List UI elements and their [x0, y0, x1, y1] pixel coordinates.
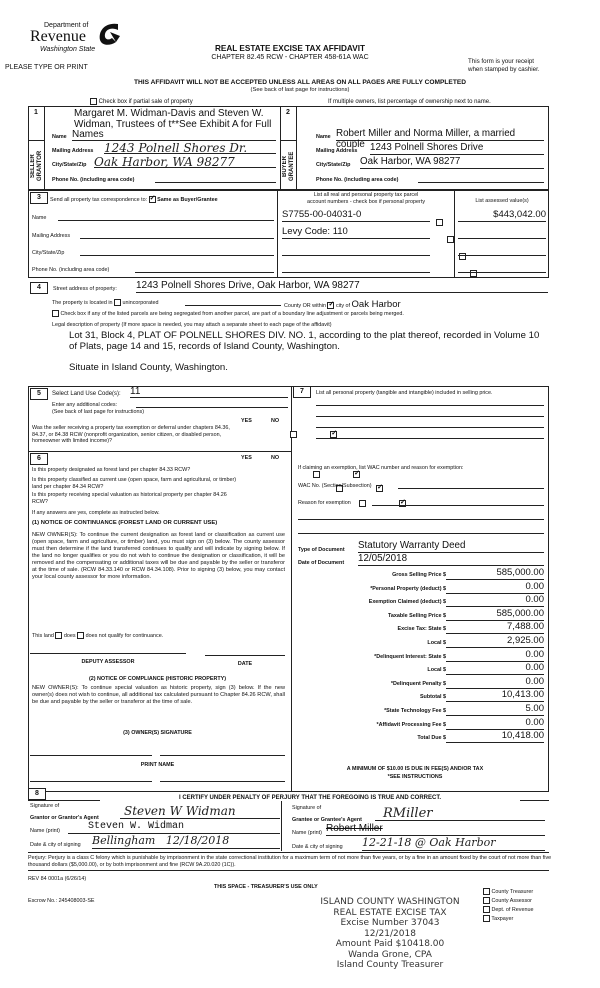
partial-sale-checkbox[interactable]	[90, 98, 97, 105]
tax-row	[298, 581, 548, 595]
taxpayer-checkbox[interactable]	[483, 915, 490, 922]
legal-line-2: of Plats, page 14 and 15, records of Island County, Washington.	[69, 341, 340, 352]
legal-line-3: Situate in Island County, Washington.	[69, 362, 228, 373]
yes-header-5: YES	[241, 418, 252, 424]
tax-row-label: Excise Tax: State $	[397, 626, 446, 633]
form-title: REAL ESTATE EXCISE TAX AFFIDAVIT	[215, 44, 365, 53]
taxable-selling-price-field[interactable]: 585,000.00	[446, 608, 544, 621]
total-due-field[interactable]: 10,418.00	[446, 730, 544, 743]
partial-sale-label: Check box if partial sale of property	[98, 99, 193, 106]
seller-phone-field[interactable]	[155, 176, 276, 183]
notice-compliance-title: (2) NOTICE OF COMPLIANCE (HISTORIC PROPERTY)	[88, 676, 227, 682]
form-revision: REV 84 0001a (6/26/14)	[28, 876, 87, 882]
logo-revenue-text: Revenue	[30, 28, 86, 45]
delinquent-interest-local-field[interactable]: 0.00	[446, 662, 544, 675]
assessor-date-line[interactable]	[205, 652, 285, 656]
divider	[44, 106, 45, 190]
copy-label: County Assessor	[491, 898, 532, 904]
section-1-number: 1	[34, 109, 38, 116]
grantor-name-field[interactable]: Steven W. Widman	[68, 821, 280, 834]
wac-label: WAC No. (Section/Subsection)	[298, 483, 372, 489]
county-label: County OR within	[284, 303, 326, 309]
grantee-date-field[interactable]: 12-21-18 @ Oak Harbor	[362, 836, 545, 851]
seller-grantor-label	[30, 145, 44, 187]
tax-row-label: *Personal Property (deduct) $	[370, 585, 446, 592]
doc-type-field[interactable]: Statutory Warranty Deed	[358, 540, 544, 553]
tax-row-label: *State Technology Fee $	[384, 707, 446, 714]
assessed-value-field-4[interactable]	[458, 260, 546, 273]
land-use-code-field[interactable]: 11	[130, 386, 288, 398]
personal-property-line-3[interactable]	[316, 424, 544, 428]
tax-row	[298, 676, 548, 690]
multiple-owners-note: If multiple owners, list percentage of ownership next to name.	[328, 99, 491, 105]
buyer-mailing-label: Mailing Address	[316, 148, 358, 154]
tax-row-label: *Delinquent Interest: State $	[374, 653, 446, 660]
located-label: The property is located in	[52, 299, 113, 306]
segregated-row	[52, 310, 404, 317]
same-as-buyer-checkbox[interactable]	[149, 196, 156, 203]
divider	[291, 386, 292, 792]
excise-tax-state-field[interactable]: 7,488.00	[446, 621, 544, 634]
deputy-assessor-label: DEPUTY ASSESSOR	[81, 659, 135, 665]
segregated-label: Check box if any of the listed parcels are being segregated from another parcel, are part of a boundary line adjustment or parcels being merged.	[60, 310, 404, 317]
buyer-grantee-label	[282, 145, 296, 187]
stamp-line: Island County Treasurer	[336, 960, 444, 970]
corr-city-field[interactable]	[80, 249, 274, 256]
partial-sale-checkbox-row[interactable]	[90, 98, 193, 105]
receipt-note-1: This form is your receipt	[468, 58, 535, 65]
copy-dept-revenue[interactable]	[483, 906, 533, 915]
please-type-label: PLEASE TYPE OR PRINT	[5, 64, 88, 71]
tax-table	[298, 567, 548, 744]
divider	[454, 190, 455, 278]
grantor-date-field[interactable]: Bellingham 12/18/2018	[92, 834, 280, 849]
city-of-value: Oak Harbor	[351, 299, 401, 310]
grantor-signature-field[interactable]: Steven W Widman	[120, 804, 280, 819]
divider	[277, 190, 278, 278]
grantee-name-field[interactable]	[326, 823, 545, 836]
location-row	[52, 299, 159, 306]
assessed-header: List assessed value(s)	[475, 198, 529, 204]
tax-row-label: Local $	[427, 639, 446, 646]
wac-field[interactable]	[398, 483, 544, 489]
seller-label: SELLER	[30, 154, 36, 178]
additional-codes-note: (See back of last page for instructions)	[52, 409, 144, 415]
legal-description-label: Legal description of property (If more space is needed, you may attach a separate sheet to each page of the affidavit)	[52, 322, 332, 328]
grantor-sig-label-1: Signature of	[30, 803, 60, 809]
additional-codes-label: Enter any additional codes:	[52, 402, 118, 408]
personal-property-checkbox-2[interactable]	[447, 236, 454, 243]
corr-name-label: Name	[32, 215, 47, 221]
tax-row-label: Exemption Claimed (deduct) $	[368, 599, 446, 606]
additional-codes-field[interactable]	[136, 402, 288, 408]
section-6-number: 6	[30, 453, 48, 465]
grantor-name-label: Name (print)	[30, 828, 60, 834]
print-name-line-1[interactable]	[30, 778, 152, 782]
street-address-label: Street address of property:	[53, 286, 117, 292]
grantee-name-value: Robert Miller	[326, 823, 383, 834]
corr-mailing-label: Mailing Address	[32, 233, 71, 239]
tax-row	[298, 689, 548, 703]
seller-phone-label: Phone No. (including area code)	[52, 177, 135, 183]
tax-row	[298, 621, 548, 635]
no-header-5: NO	[271, 418, 280, 424]
county-treasurer-checkbox[interactable]	[483, 888, 490, 895]
copy-label: Taxpayer	[491, 916, 514, 922]
personal-property-deduct-field[interactable]: 0.00	[446, 581, 544, 594]
grantor-label: GRANTOR	[37, 150, 43, 182]
delinquent-interest-state-field[interactable]: 0.00	[446, 649, 544, 662]
grantee-name-label: Name (print)	[292, 830, 322, 836]
tax-row	[298, 567, 548, 581]
assessed-value-field-2[interactable]	[458, 226, 546, 239]
copy-county-assessor[interactable]	[483, 897, 533, 906]
treasurer-stamp	[320, 897, 460, 971]
section-8-number: 8	[28, 788, 46, 800]
qualify-does-not-label: does not qualify for continuance.	[85, 632, 164, 639]
qualify-prefix: This land	[32, 632, 54, 639]
stamp-line: ISLAND COUNTY WASHINGTON	[320, 897, 460, 907]
section-2-number: 2	[286, 109, 290, 116]
qualify-row	[32, 632, 163, 639]
doc-date-label: Date of Document	[298, 560, 345, 566]
exemption-reason-field-3[interactable]	[298, 530, 544, 534]
tax-row	[298, 594, 548, 608]
perjury-notice: Perjury: Perjury is a class C felony which is punishable by imprisonment in the state correctional institution for a maximum term of not more than five years, or by a fine in an amount fixed by the court of not more than five thousand dollars ($5,000.00), or by both imprisonment and fine (RCW 9A.20.020 (1C)).	[28, 855, 552, 868]
dor-logo	[30, 22, 130, 62]
parcel-account-field-1[interactable]: S7755-00-04031-0	[282, 209, 430, 222]
tax-row-label: Taxable Selling Price $	[387, 612, 446, 619]
escrow-row	[28, 898, 95, 904]
historic-yes-checkbox[interactable]	[359, 500, 366, 507]
exemption-reason-label: Reason for exemption	[298, 500, 351, 506]
warning-banner: THIS AFFIDAVIT WILL NOT BE ACCEPTED UNLESS ALL AREAS ON ALL PAGES ARE FULLY COMPLETED	[133, 79, 467, 86]
divider	[28, 852, 549, 853]
segregated-checkbox[interactable]	[52, 310, 59, 317]
corr-name-field[interactable]	[58, 214, 274, 221]
date-label: DATE	[237, 661, 253, 667]
personal-property-line-2[interactable]	[316, 413, 544, 417]
county-assessor-checkbox[interactable]	[483, 897, 490, 904]
grantee-sig-label-2: Grantee or Grantee's Agent	[292, 817, 362, 823]
parcel-account-field-3[interactable]	[282, 243, 430, 256]
certify-statement: I CERTIFY UNDER PENALTY OF PERJURY THAT THE FOREGOING IS TRUE AND CORRECT.	[100, 795, 520, 801]
print-name-line-2[interactable]	[160, 778, 285, 782]
buyer-phone-label: Phone No. (including area code)	[316, 177, 399, 183]
grantor-date-label: Date & city of signing	[30, 842, 81, 848]
stamp-line: 12/21/2018	[364, 928, 416, 939]
land-use-code-label: Select Land Use Code(s):	[52, 391, 121, 397]
buyer-city-field[interactable]: Oak Harbor, WA 98277	[360, 156, 544, 169]
tax-row	[298, 608, 548, 622]
corr-phone-field[interactable]	[135, 266, 274, 273]
deputy-assessor-sig-line[interactable]	[30, 650, 186, 654]
qualify-does-label: does	[63, 632, 76, 639]
buyer-name-label: Name	[316, 134, 331, 140]
seller-name-field[interactable]	[72, 129, 276, 141]
current-use-no-checkbox[interactable]	[376, 485, 383, 492]
notice-continuance-text: NEW OWNER(S): To continue the current designation as forest land or classification as current use (open space, farm and agriculture, or timber) land, you must sign on (3) below. The county assessor must then determine if the land transferred continues to qualify and will indicate by signing below. If the land no longer qualifies or you do not wish to continue the designation or classification, it will be removed and the compensating or additional taxes will be due and payable by the seller or transferor at the time of sale. (RCW 84.33.140 or RCW 84.34.108). Prior to signing (3) below, you may contact your local county assessor for more information.	[32, 532, 285, 580]
personal-property-line-4[interactable]	[316, 435, 544, 439]
corr-phone-label: Phone No. (including area code)	[32, 267, 110, 273]
copy-county-treasurer[interactable]	[483, 888, 533, 897]
buyer-mailing-field[interactable]: 1243 Polnell Shores Drive	[370, 142, 544, 155]
see-instructions-note: *SEE INSTRUCTIONS	[387, 774, 443, 780]
divider	[28, 140, 44, 141]
dept-revenue-checkbox[interactable]	[483, 906, 490, 913]
logo-state-text: Washington State	[40, 46, 96, 53]
seller-name-label: Name	[52, 134, 67, 140]
assessed-value-field-3[interactable]	[458, 243, 546, 256]
stamp-line: REAL ESTATE EXCISE TAX	[333, 907, 447, 918]
tax-row	[298, 635, 548, 649]
tax-row	[298, 703, 548, 717]
tax-row	[298, 730, 548, 744]
legal-line-1: Lot 31, Block 4, PLAT OF POLNELL SHORES DIV. NO. 1, according to the plat thereof, recorded in Volume 10	[69, 330, 540, 341]
divider	[28, 870, 549, 871]
forest-no-checkbox[interactable]	[353, 471, 360, 478]
within-city-checkbox[interactable]	[327, 302, 334, 309]
same-as-buyer-label: Same as Buyer/Grantee	[157, 196, 218, 203]
grantee-label: GRANTEE	[289, 151, 295, 181]
personal-property-label: List all personal property (tangible and intangible) included in selling price.	[316, 390, 493, 396]
dor-swirl-icon	[96, 20, 124, 48]
parcel-account-field-2[interactable]: Levy Code: 110	[282, 226, 430, 239]
escrow-label: Escrow No.:	[28, 898, 58, 904]
notice-continuance-title: (1) NOTICE OF CONTINUANCE (FOREST LAND OR CURRENT USE)	[32, 520, 218, 526]
if-yes-note: If any answers are yes, complete as instructed below.	[32, 510, 160, 516]
exemption-claimed-field[interactable]: 0.00	[446, 594, 544, 607]
city-of-label: city of	[335, 303, 351, 309]
copy-taxpayer[interactable]	[483, 915, 533, 924]
section-5-number: 5	[30, 388, 48, 400]
county-field[interactable]	[185, 299, 281, 306]
seller-mailing-label: Mailing Address	[52, 148, 94, 154]
print-name-label: PRINT NAME	[140, 762, 175, 768]
buyer-phone-field[interactable]	[418, 176, 544, 183]
tax-row-label: Local $	[427, 667, 446, 674]
stamp-line: Excise Number 37043	[340, 918, 440, 928]
historic-question: Is this property receiving special valuation as historical property per chapter 84.26 RCW?	[32, 492, 227, 505]
parcel-header-1: List all real and personal property tax parcel	[313, 192, 419, 198]
divider	[296, 106, 297, 190]
buyer-label: BUYER	[282, 155, 288, 177]
legal-description-text	[69, 330, 539, 373]
tax-row-label: *Affidavit Processing Fee $	[376, 721, 446, 728]
instructions-note: (See back of last page for instructions)	[250, 87, 350, 93]
forest-land-question: Is this property designated as forest land per chapter 84.33 RCW?	[32, 467, 191, 473]
divider	[280, 106, 281, 190]
city-row	[284, 299, 401, 310]
current-use-question: Is this property classified as current use (open space, farm and agricultural, or timber) land per chapter 84.34 RCW?	[32, 477, 237, 490]
seller-city-field[interactable]: Oak Harbor, WA 98277	[94, 155, 276, 168]
assessed-value-field-1[interactable]: $443,042.00	[458, 209, 546, 222]
form-subtitle: CHAPTER 82.45 RCW - CHAPTER 458-61A WAC	[211, 54, 369, 61]
copy-distribution	[483, 888, 533, 924]
notice-compliance-text: NEW OWNER(S): To continue special valuation as historic property, sign (3) below. If the new owner(s) does not wish to continue, all additional tax calculated pursuant to Chapter 84.26 RCW, shall be due and payable by the seller or transferor at the time of sale.	[32, 685, 285, 705]
buyer-city-label: City/State/Zip	[316, 162, 351, 168]
grantee-sig-label-1: Signature of	[292, 805, 322, 811]
no-header-6: NO	[271, 455, 280, 461]
delinquent-penalty-field[interactable]: 0.00	[446, 676, 544, 689]
personal-property-checkbox-1[interactable]	[436, 219, 443, 226]
minimum-due-note: A MINIMUM OF $10.00 IS DUE IN FEE(S) AND/OR TAX	[346, 766, 484, 772]
section-4-number: 4	[30, 282, 48, 294]
stamp-line: Amount Paid $10418.00	[335, 939, 445, 949]
section-7-number: 7	[293, 386, 311, 398]
exemption-claim-label: If claiming an exemption, list WAC number and reason for exemption:	[298, 465, 464, 471]
excise-tax-local-field[interactable]: 2,925.00	[446, 635, 544, 648]
buyer-name-field[interactable]: Robert Miller and Norma Miller, a married couple	[336, 128, 544, 141]
corr-mailing-field[interactable]	[80, 232, 274, 239]
divider	[281, 801, 282, 851]
seller-city-label: City/State/Zip	[52, 162, 87, 168]
receipt-note-2: when stamped by cashier.	[468, 66, 540, 73]
stamp-line: Wanda Grone, CPA	[348, 949, 432, 960]
divider	[28, 451, 291, 452]
doc-date-field[interactable]: 12/05/2018	[358, 553, 544, 566]
grantee-date-label: Date & city of signing	[292, 844, 343, 850]
parcel-account-field-4[interactable]	[282, 260, 430, 273]
tech-fee-field[interactable]: 5.00	[446, 703, 544, 716]
gross-selling-price-field[interactable]: 585,000.00	[446, 567, 544, 580]
owner-signature-line-1[interactable]	[30, 752, 152, 756]
forest-yes-checkbox[interactable]	[313, 471, 320, 478]
subtotal-field[interactable]: 10,413.00	[446, 689, 544, 702]
grantor-sig-label-2: Grantor or Grantor's Agent	[30, 815, 99, 821]
exemption-question: Was the seller receiving a property tax exemption or deferral under chapters 84.36, 84.37, or 84.38 RCW (nonprofit organization, senior citizen, or disabled person, homeowner with limited income)?	[32, 425, 230, 444]
unincorporated-checkbox[interactable]	[114, 299, 121, 306]
street-address-field[interactable]: 1243 Polnell Shores Drive, Oak Harbor, WA 98277	[136, 280, 548, 293]
exemption-yes-checkbox[interactable]	[290, 431, 297, 438]
parcel-header-2: account numbers - check box if personal property	[306, 199, 426, 205]
seller-name-line-1: Margaret M. Widman-Davis and Steven W.	[74, 108, 264, 119]
tax-row-label: Total Due $	[417, 735, 446, 742]
seller-name-line-3: Names	[72, 129, 104, 140]
exemption-reason-field-2[interactable]	[298, 516, 544, 520]
tax-row	[298, 717, 548, 731]
owner-signature-label: (3) OWNER(S) SIGNATURE	[123, 730, 192, 736]
tax-row-label: Subtotal $	[419, 694, 446, 701]
seller-mailing-field[interactable]: 1243 Polnell Shores Dr.	[104, 141, 276, 154]
copy-label: Dept. of Revenue	[491, 907, 534, 913]
correspondence-label: Send all property tax correspondence to:	[50, 196, 148, 203]
exemption-reason-field[interactable]	[372, 500, 544, 506]
tax-row-label: *Delinquent Penalty $	[390, 680, 446, 687]
qualify-does-checkbox[interactable]	[55, 632, 62, 639]
tax-row	[298, 662, 548, 676]
qualify-does-not-checkbox[interactable]	[77, 632, 84, 639]
logo-dept-text: Department of	[44, 22, 89, 29]
divider	[280, 140, 296, 141]
owner-signature-line-2[interactable]	[160, 752, 285, 756]
grantee-signature-field[interactable]: RMiller	[375, 806, 545, 821]
tax-row	[298, 649, 548, 663]
treasurer-use-label: THIS SPACE - TREASURER'S USE ONLY	[214, 884, 318, 890]
seller-name-line-2: Widman, Trustees of t**See Exhibit A for Full	[74, 119, 272, 130]
personal-property-line-1[interactable]	[316, 402, 544, 406]
corr-city-label: City/State/Zip	[32, 250, 65, 256]
processing-fee-field[interactable]: 0.00	[446, 717, 544, 730]
yes-header-6: YES	[241, 455, 252, 461]
correspondence-row	[50, 196, 218, 203]
doc-type-label: Type of Document	[298, 547, 345, 553]
copy-label: County Treasurer	[491, 889, 534, 895]
tax-row-label: Gross Selling Price $	[392, 572, 446, 578]
escrow-value: 245408003-SE	[58, 898, 95, 904]
section-3-number: 3	[30, 192, 48, 204]
unincorporated-label: unincorporated	[122, 299, 159, 306]
